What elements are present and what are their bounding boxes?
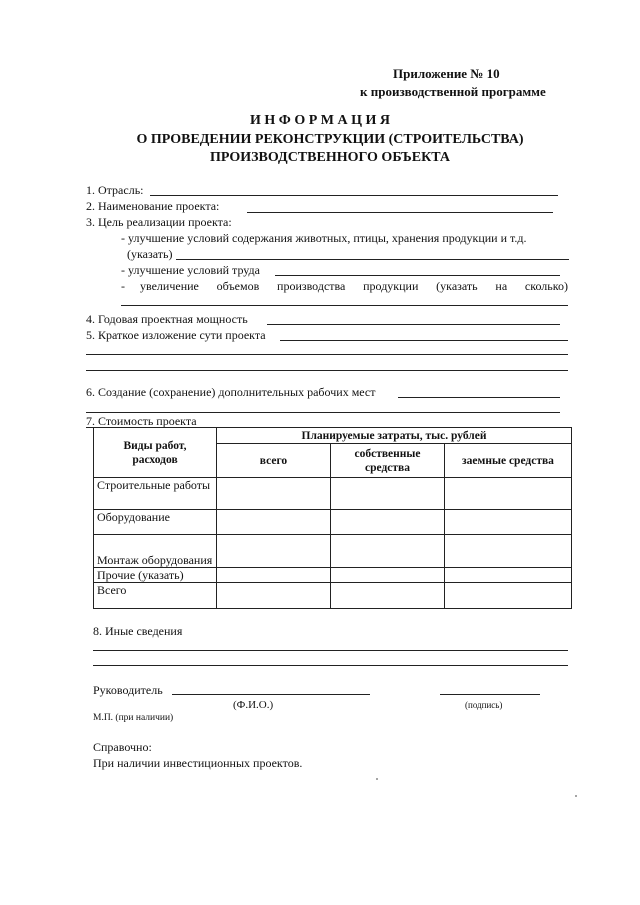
appendix-reference: к производственной программе [360, 84, 546, 99]
cell-borrowed[interactable] [445, 478, 572, 510]
doc-subtitle-2: ПРОИЗВОДСТВЕННОГО ОБЪЕКТА [210, 150, 450, 165]
goal-option-volume-dash: - [121, 279, 125, 293]
goal-volume-word: производства [277, 279, 346, 293]
cell-total[interactable] [217, 478, 331, 510]
table-row [94, 535, 572, 568]
field-jobs-line-1[interactable] [398, 397, 560, 398]
header-own-funds: собственные средства [331, 444, 445, 478]
cell-borrowed[interactable] [445, 583, 572, 609]
head-fio-line[interactable] [172, 694, 370, 695]
cell-borrowed[interactable] [445, 510, 572, 535]
appendix-number: Приложение № 10 [393, 66, 500, 81]
field-summary-line-3[interactable] [86, 370, 568, 371]
goal-option-labor: - улучшение условий труда [121, 263, 260, 277]
field-summary-line-1[interactable] [280, 340, 568, 341]
cost-table [93, 427, 572, 609]
goal-volume-word: объемов [216, 279, 260, 293]
table-row [94, 583, 572, 609]
cell-own[interactable] [331, 568, 445, 583]
doc-title: И Н Ф О Р М А Ц И Я [250, 113, 390, 128]
field-other-line-1[interactable] [93, 650, 568, 651]
goal-volume-line[interactable] [121, 305, 568, 306]
scan-speck [376, 778, 378, 780]
reference-label: Справочно: [93, 740, 152, 754]
cell-own[interactable] [331, 510, 445, 535]
field-project-name-label: 2. Наименование проекта: [86, 199, 220, 213]
field-project-name-line[interactable] [247, 212, 553, 213]
header-borrowed-funds: заемные средства [445, 444, 572, 478]
field-jobs-line-2[interactable] [86, 412, 560, 413]
field-jobs-label: 6. Создание (сохранение) дополнительных рабочих мест [86, 385, 376, 399]
table-row [94, 568, 572, 583]
reference-text: При наличии инвестиционных проектов. [93, 756, 303, 770]
goal-volume-word: увеличение [140, 279, 199, 293]
header-planned-costs: Планируемые затраты, тыс. рублей [217, 428, 572, 444]
field-goal-label: 3. Цель реализации проекта: [86, 215, 232, 229]
signature-caption: (подпись) [465, 700, 503, 710]
header-total: всего [217, 444, 331, 478]
goal-option-conditions: - улучшение условий содержания животных, птицы, хранения продукции и т.д. [121, 231, 527, 245]
goal-option-volume [140, 279, 568, 294]
cell-borrowed[interactable] [445, 568, 572, 583]
field-industry-line[interactable] [150, 195, 558, 196]
cell-total[interactable] [217, 583, 331, 609]
field-summary-line-2[interactable] [86, 354, 568, 355]
header-work-type: Виды работ, расходов [94, 428, 217, 478]
field-other-line-2[interactable] [93, 665, 568, 666]
field-cost-label: 7. Стоимость проекта [86, 414, 197, 428]
goal-labor-line[interactable] [275, 275, 560, 276]
field-capacity-line[interactable] [267, 324, 560, 325]
head-label: Руководитель [93, 683, 163, 697]
head-signature-line[interactable] [440, 694, 540, 695]
row-label: Оборудование [94, 510, 217, 535]
cell-own[interactable] [331, 535, 445, 568]
goal-volume-word: (указать [436, 279, 478, 293]
goal-volume-word: на [495, 279, 508, 293]
row-label: Всего [94, 583, 217, 609]
cell-own[interactable] [331, 478, 445, 510]
cell-total[interactable] [217, 568, 331, 583]
fio-caption: (Ф.И.О.) [233, 699, 274, 711]
goal-option-conditions-specify: (указать) [127, 247, 173, 261]
table-row [94, 478, 572, 510]
goal-volume-word: сколько) [524, 279, 568, 293]
cell-total[interactable] [217, 510, 331, 535]
cell-total[interactable] [217, 535, 331, 568]
cell-own[interactable] [331, 583, 445, 609]
row-label: Монтаж оборудования [94, 535, 217, 568]
row-label: Прочие (указать) [94, 568, 217, 583]
doc-subtitle-1: О ПРОВЕДЕНИИ РЕКОНСТРУКЦИИ (СТРОИТЕЛЬСТВА) [136, 132, 524, 147]
row-label: Строительные работы [94, 478, 217, 510]
cell-borrowed[interactable] [445, 535, 572, 568]
goal-conditions-line[interactable] [176, 259, 569, 260]
field-capacity-label: 4. Годовая проектная мощность [86, 312, 248, 326]
field-other-label: 8. Иные сведения [93, 624, 183, 638]
field-industry-label: 1. Отрасль: [86, 183, 144, 197]
table-row [94, 510, 572, 535]
seal-note: М.П. (при наличии) [93, 713, 174, 723]
scan-speck [575, 795, 577, 797]
goal-volume-word: продукции [363, 279, 419, 293]
field-summary-label: 5. Краткое изложение сути проекта [86, 328, 266, 342]
